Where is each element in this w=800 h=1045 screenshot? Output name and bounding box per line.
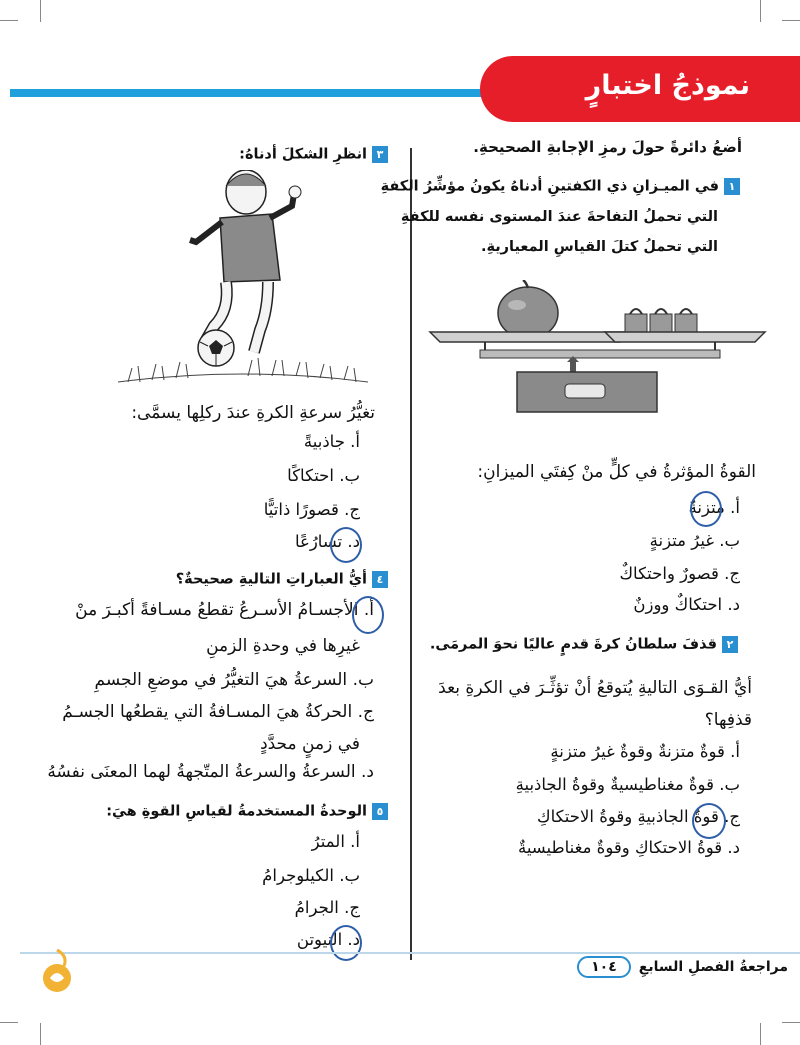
crop-mark <box>0 1022 18 1023</box>
publisher-logo-icon <box>38 948 76 994</box>
crop-mark <box>40 0 41 22</box>
crop-mark <box>760 1023 761 1045</box>
left-scale-pan <box>430 332 630 342</box>
option-c: ج. الحركةُ هيَ المسـافةُ التي يقطعُها الجسـمُ <box>62 702 374 722</box>
option-a: أ. جاذبيةً <box>303 432 360 451</box>
option-a: أ. متزنةٌ <box>688 498 740 517</box>
answer-circle <box>352 596 384 634</box>
option-a: أ. قوةٌ متزنةٌ وقوةٌ غيرُ متزنةٍ <box>550 742 740 761</box>
boy-kicking-ball-illustration <box>118 170 368 390</box>
apple-icon <box>498 280 558 339</box>
option-b: ب. الكيلوجرامُ <box>262 866 360 885</box>
option-d: د. تسارُعًا <box>294 532 360 551</box>
column-divider <box>410 148 412 960</box>
question-number-badge: ١ <box>724 178 740 195</box>
option-b: ب. قوةٌ مغناطيسيةٌ وقوةُ الجاذبيةِ <box>515 775 740 794</box>
option-c-continued: في زمنٍ محدَّدٍ <box>260 734 360 754</box>
right-scale-pan <box>605 332 765 342</box>
question-5-title: ٥الوحدةُ المستخدمةُ لقياسِ القوةِ هيَ: <box>106 803 388 820</box>
option-b: ب. السرعةُ هيَ التغيُّرُ في موضعِ الجسمِ <box>94 670 374 690</box>
option-c: ج. الجرامُ <box>294 898 360 917</box>
question-number-badge: ٣ <box>372 146 388 163</box>
question-2-line: قذفِها؟ <box>704 710 752 730</box>
footer <box>577 954 788 980</box>
crop-mark <box>40 1023 41 1045</box>
question-3-text: تغيُّرُ سرعةِ الكرةِ عندَ ركلِها يسمَّى: <box>131 403 375 423</box>
crop-mark <box>782 20 800 21</box>
instruction-text: أضعُ دائرةً حولَ رمزِ الإجابةِ الصحيحةِ. <box>473 138 742 156</box>
question-1-line: التي تحملُ التفاحةَ عندَ المستوى نفسه للكفةِ <box>400 209 718 225</box>
option-a-continued: غيرِها في وحدةِ الزمنِ <box>206 636 360 656</box>
answer-circle <box>330 925 362 961</box>
option-a: أ. المترُ <box>311 832 360 851</box>
option-b: ب. غيرُ متزنةٍ <box>649 531 740 550</box>
option-d: د. النيوتن <box>296 930 360 949</box>
question-number-badge: ٥ <box>372 803 388 820</box>
option-d: د. قوةُ الاحتكاكِ وقوةٌ مغناطيسيةٌ <box>517 838 740 857</box>
standard-weights-icon <box>625 309 697 334</box>
question-3-title: ٣انظرِ الشكلَ أدناهُ: <box>239 146 388 163</box>
crop-mark <box>0 20 18 21</box>
page-number: ١٠٤ <box>577 956 631 978</box>
crop-mark <box>782 1022 800 1023</box>
page-title: نموذجُ اختبارٍ <box>585 70 750 101</box>
option-a: أ. الأجسـامُ الأسـرعُ تقطعُ مسـافةً أكبـرَ منْ <box>75 600 374 620</box>
question-4-title: ٤أيُّ العباراتِ التاليةِ صحيحةٌ؟ <box>176 571 388 588</box>
answer-circle <box>690 491 722 527</box>
option-c: ج. قصورًا ذاتيًّا <box>263 500 360 519</box>
answer-circle <box>692 803 726 839</box>
option-d: د. السرعةُ والسرعةُ المتّجهةُ لهما المعنَى نفسُهُ <box>47 762 374 782</box>
question-1-line: التي تحملُ كتلَ القياسِ المعياريةِ. <box>480 239 718 255</box>
scale-beam <box>480 350 720 358</box>
option-b: ب. احتكاكًا <box>287 466 360 485</box>
question-1-line: في الميـزانِ ذي الكفتينِ أدناهُ يكونُ مؤشِّرُ الكفةِ <box>380 178 719 195</box>
question-2-line: أيُّ القـوَى التاليةِ يُتوقعُ أنْ تؤثِّـرَ في الكرةِ بعدَ <box>438 678 752 698</box>
header-accent-bar <box>10 89 522 97</box>
answer-circle <box>330 527 362 563</box>
question-number-badge: ٤ <box>372 571 388 588</box>
question-1 <box>380 178 740 255</box>
question-1-subquestion: القوةُ المؤثرةُ في كلٍّ منْ كِفتَي الميزانِ: <box>477 462 756 482</box>
option-c: ج. قوةُ الجاذبيةِ وقوةُ الاحتكاكِ <box>537 807 740 826</box>
question-number-badge: ٢ <box>722 636 738 653</box>
chapter-review-label: مراجعةُ الفصلِ السابعِ <box>638 959 788 975</box>
soccer-ball-icon <box>198 330 234 366</box>
balance-scale-illustration <box>425 280 770 420</box>
question-2-title: ٢قذفَ سلطانُ كرةَ قدمٍ عاليًا نحوَ المرمَى. <box>430 636 738 653</box>
crop-mark <box>760 0 761 22</box>
option-c: ج. قصورٌ واحتكاكٌ <box>619 564 740 583</box>
option-d: د. احتكاكٌ ووزنٌ <box>633 595 740 614</box>
